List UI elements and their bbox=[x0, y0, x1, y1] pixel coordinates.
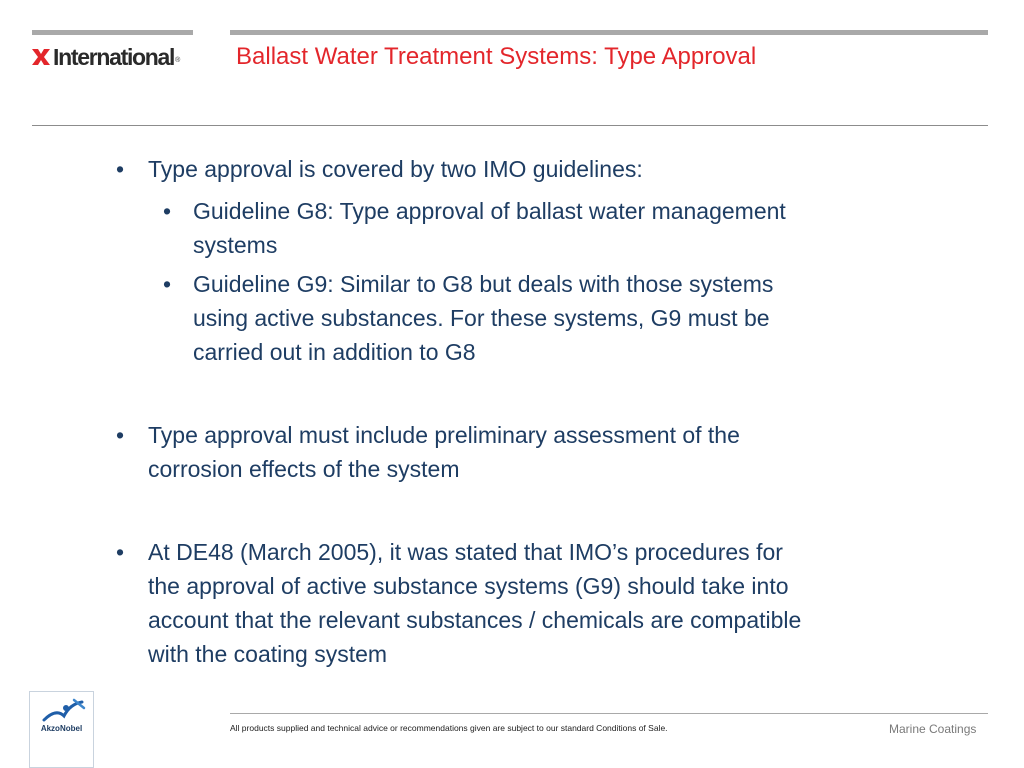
bullet-icon: • bbox=[163, 271, 172, 297]
slide-title: Ballast Water Treatment Systems: Type Approval bbox=[236, 43, 757, 70]
international-x-icon bbox=[30, 46, 52, 68]
bullet-icon: • bbox=[163, 198, 172, 224]
footer-disclaimer: All products supplied and technical advice or recommendations given are subject to our standard Conditions of Sale. bbox=[230, 723, 668, 733]
logo-text: International bbox=[53, 43, 175, 70]
footer-divider bbox=[230, 713, 988, 714]
bullet-text-line: account that the relevant substances / chemicals are compatible bbox=[148, 607, 802, 633]
bullet-text-line: Guideline G9: Similar to G8 but deals with those systems bbox=[193, 271, 774, 297]
bullet-text-line: the approval of active substance systems (G9) should take into bbox=[148, 573, 789, 599]
bullet-text: Type approval is covered by two IMO guidelines: bbox=[148, 156, 643, 182]
akzonobel-logo bbox=[29, 691, 94, 768]
international-logo bbox=[30, 40, 180, 74]
bullet-text-line: At DE48 (March 2005), it was stated that IMO’s procedures for bbox=[148, 539, 783, 565]
bullet-text-line: carried out in addition to G8 bbox=[193, 339, 476, 365]
footer-section-label: Marine Coatings bbox=[889, 722, 977, 736]
bullet-item bbox=[116, 535, 802, 671]
bullet-item bbox=[116, 418, 740, 486]
bullet-text-line: corrosion effects of the system bbox=[148, 456, 460, 482]
akzonobel-label: AkzoNobel bbox=[40, 724, 83, 733]
bullet-text-line: systems bbox=[193, 232, 278, 258]
bullet-text-line: using active substances. For these systems, G9 must be bbox=[193, 305, 770, 331]
bullet-text-line: Guideline G8: Type approval of ballast water management bbox=[193, 198, 786, 224]
bullet-text-line: with the coating system bbox=[148, 641, 388, 667]
sub-bullet-item bbox=[163, 267, 774, 369]
bullet-icon: • bbox=[116, 156, 125, 182]
bullet-icon: • bbox=[116, 539, 125, 565]
logo-registered-mark: ® bbox=[175, 57, 181, 64]
bullet-item bbox=[116, 152, 643, 186]
header-bar-right bbox=[230, 30, 988, 35]
sub-bullet-item bbox=[163, 194, 786, 262]
bullet-text-line: Type approval must include preliminary assessment of the bbox=[148, 422, 740, 448]
title-divider bbox=[32, 125, 988, 126]
akzonobel-figure-icon bbox=[30, 694, 93, 726]
header-bar-left bbox=[32, 30, 193, 35]
bullet-icon: • bbox=[116, 422, 125, 448]
